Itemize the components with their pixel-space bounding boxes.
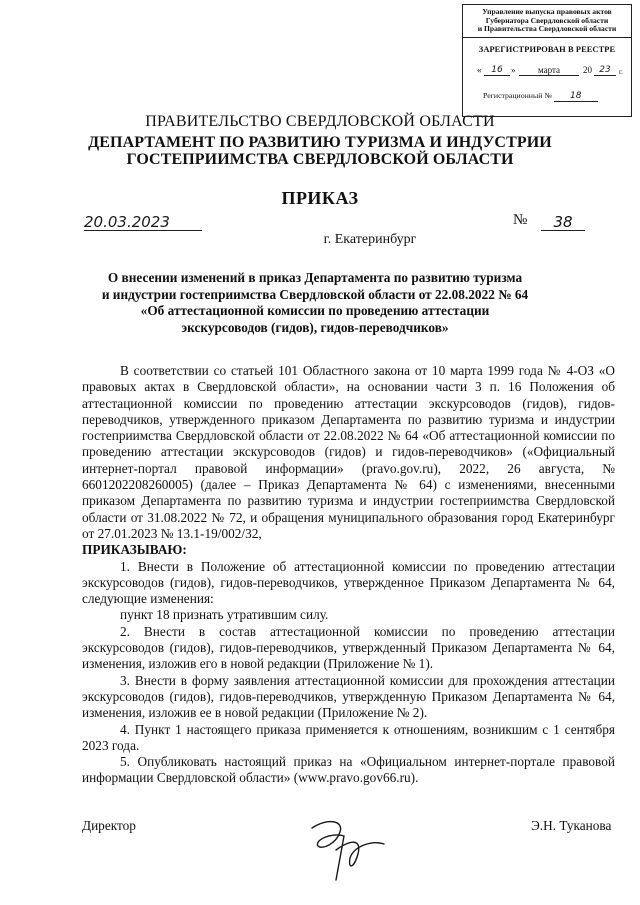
stamp-year-suffix: г. [619,68,623,76]
stamp-quote-close: » [511,65,516,75]
item-5: 5. Опубликовать настоящий приказ на «Официальном интернет-портале правовой информации Свердловской области» (www.pravo.gov66.ru). [82,754,615,786]
item-1-subitem: пункт 18 признать утратившим силу. [120,607,329,623]
stamp-day: 16 [484,65,510,76]
stamp-year-prefix: 20 [583,65,592,75]
stamp-header [463,5,631,38]
department-title-line1: ДЕПАРТАМЕНТ ПО РАЗВИТИЮ ТУРИЗМА И ИНДУСТРИИ [88,134,552,151]
city: г. Екатеринбург [323,232,417,247]
order-number-label: № [513,212,528,228]
stamp-header-line: Управление выпуска правовых актов [482,7,612,16]
order-body [82,363,615,787]
registration-stamp [462,4,632,117]
stamp-reg-number [483,91,633,102]
item-1: 1. Внести в Положение об аттестационной комиссии по проведению аттестации экскурсоводов (гидов), гидов-переводчиков, утвержденное Приказом Департамента № 64, следующие изменения: [82,558,615,607]
signatory-position: Директор [82,818,136,833]
stamp-registered-label: ЗАРЕГИСТРИРОВАН В РЕЕСТРЕ [478,44,616,54]
government-title: ПРАВИТЕЛЬСТВО СВЕРДЛОВСКОЙ ОБЛАСТИ [145,113,495,130]
stamp-reg-value: 18 [554,91,598,102]
stamp-month: марта [519,65,579,76]
stamp-quote-open: « [477,65,482,75]
title-line: «Об аттестационной комиссии по проведению аттестации [140,303,490,318]
handwritten-signature [292,810,392,890]
stamp-reg-label: Регистрационный № [483,91,554,100]
item-3: 3. Внести в форму заявления аттестационной комиссии для прохождения аттестации экскурсоводов (гидов), гидов-переводчиков, утвержденную Приказом Департамента № 64, изменения, изложив ее в новой редакции (Приложение № 2). [82,672,615,721]
order-title [60,270,570,336]
stamp-header-line: Губернатора Свердловской области [485,15,609,25]
order-number: 38 [541,213,585,231]
document-type: ПРИКАЗ [281,188,359,208]
title-line: и индустрии гостеприимства Свердловской области от 22.08.2022 № 64 [101,286,529,302]
item-2: 2. Внести в состав аттестационной комиссии по проведению аттестации экскурсоводов (гидов), гидов-переводчиков, утвержденный Приказом Департамента № 64, изменения, изложив его в новой редакции (Приложение № 1). [82,623,615,672]
department-title-line2: ГОСТЕПРИИМСТВА СВЕРДЛОВСКОЙ ОБЛАСТИ [126,151,514,168]
item-4: 4. Пункт 1 настоящего приказа применяется к отношениям, возникшим с 1 сентября 2023 года. [82,721,615,753]
preamble-paragraph: В соответствии со статьей 101 Областного закона от 10 марта 1999 года № 4-ОЗ «О правовых актах в Свердловской области», на основании части 3 п. 16 Положения об аттестационной комиссии по проведению аттестации экскурсоводов (гидов), гидов-переводчиков, утвержденного приказом Департамента по развитию туризма и индустрии гостеприимства Свердловской области от 22.08.2022 № 64 «Об аттестационной комиссии по проведению аттестации экскурсоводов (гидов) и гидов-переводчиков» («Официальный интернет-портал правовой информации» (pravo.gov.ru), 2022, 26 августа, № 6601202208260005) (далее – Приказ Департамента № 64) с изменениями, внесенными приказом Департамента по развитию туризма и индустрии гостеприимства Свердловской области от 31.08.2022 № 72, и обращения муниципального образования город Екатеринбург от 27.01.2023 № 13.1-19/002/32, [82,363,615,541]
order-word: ПРИКАЗЫВАЮ: [82,542,187,558]
stamp-header-line: и Правительства Свердловской области [477,24,617,34]
order-date: 20.03.2023 [84,213,202,231]
signatory-name: Э.Н. Туканова [531,818,612,833]
title-line: экскурсоводов (гидов), гидов-переводчиков» [181,319,449,335]
stamp-date [469,65,629,79]
stamp-year: 23 [594,65,616,76]
title-line: О внесении изменений в приказ Департамента по развитию туризма [107,270,523,285]
